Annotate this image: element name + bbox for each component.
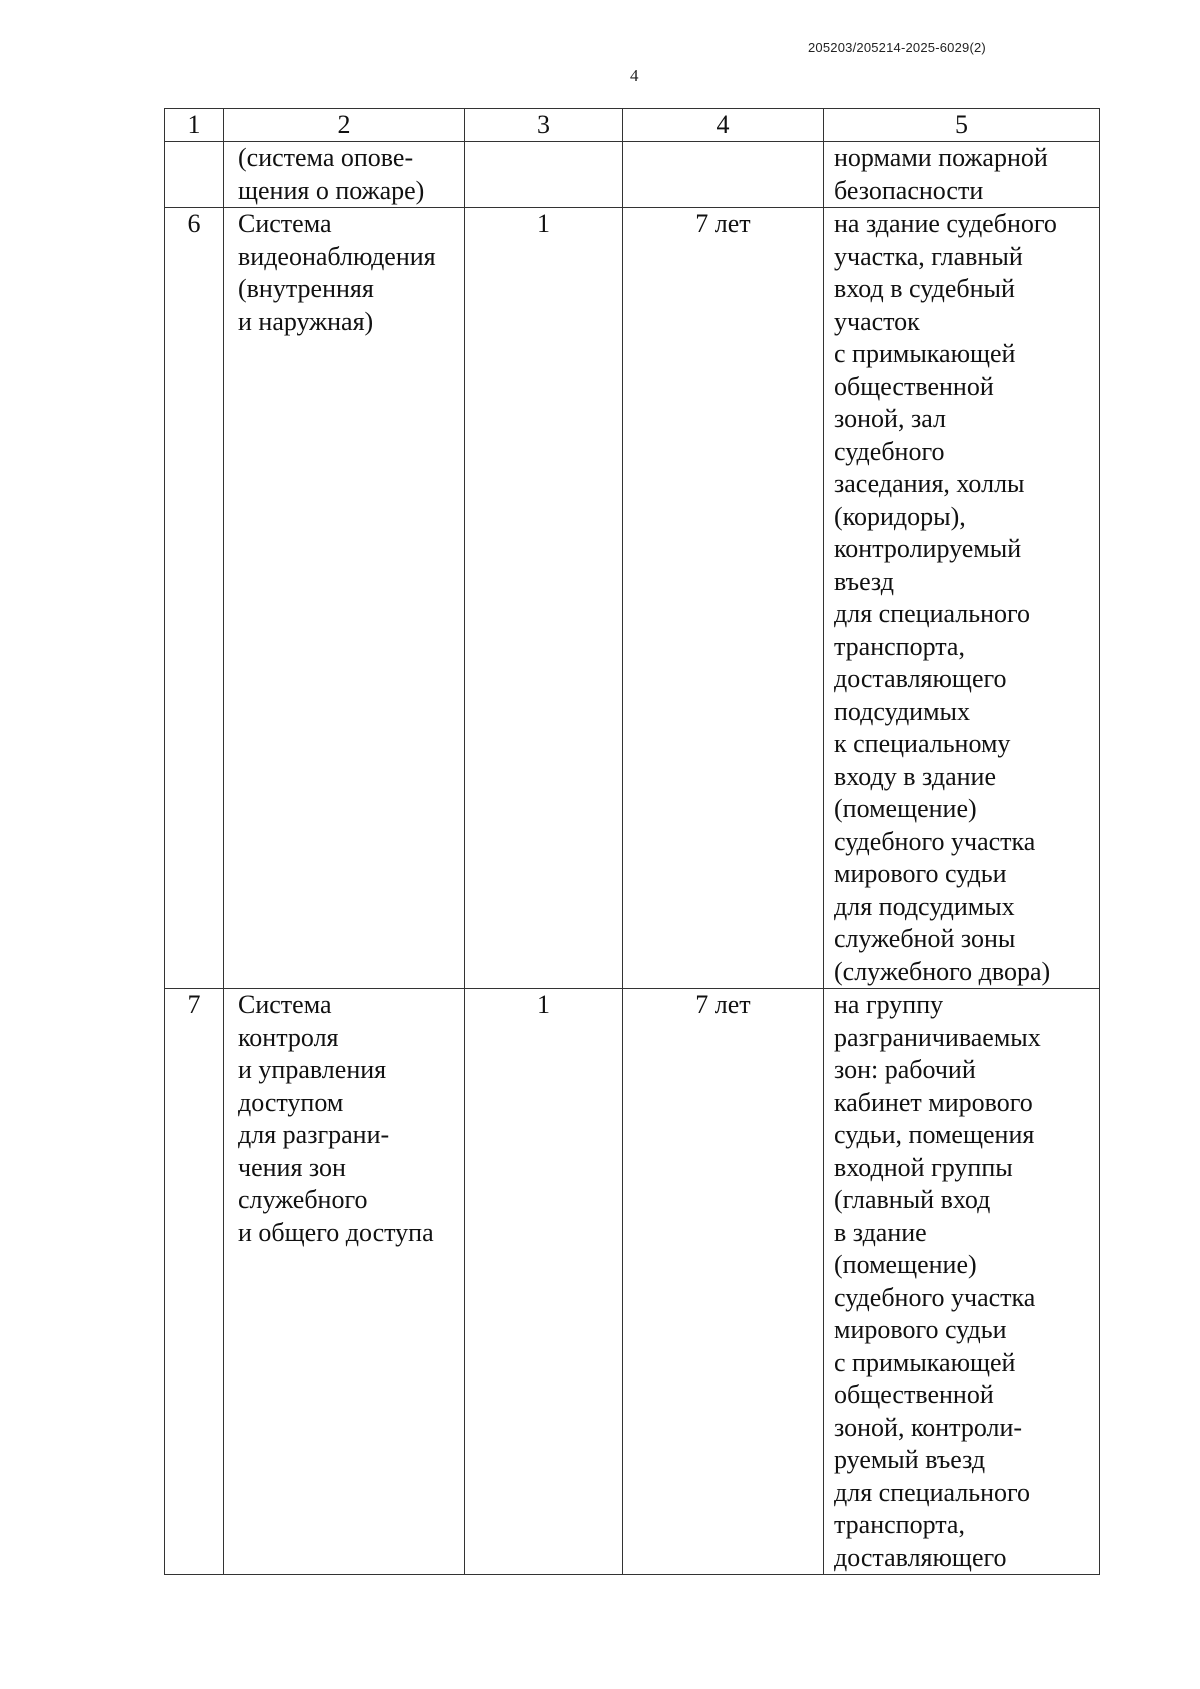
- cell-line: служебного: [238, 1185, 368, 1214]
- quantity-cell: 1: [465, 208, 623, 989]
- cell-line: судебного: [834, 436, 945, 466]
- cell-line: и наружная): [238, 306, 374, 336]
- cell-line: доставляющего: [834, 1542, 1007, 1572]
- cell-line: доступом: [238, 1087, 344, 1117]
- cell-line: для разграни-: [238, 1120, 390, 1149]
- column-header: 5: [824, 109, 1100, 142]
- cell-line: (коридоры),: [834, 501, 966, 531]
- cell-line: и управления: [238, 1055, 387, 1084]
- cell-line: входу в здание: [834, 761, 996, 791]
- cell-line: мирового судьи: [834, 859, 1007, 888]
- cell-line: заседания, холлы: [834, 469, 1025, 498]
- cell-line: общественной: [834, 371, 994, 401]
- cell-line: безопасности: [834, 175, 984, 205]
- cell-line: зон: рабочий: [834, 1055, 976, 1084]
- cell-line: входной группы: [834, 1152, 1013, 1182]
- cell-line: (помещение): [834, 794, 977, 823]
- table-row: [165, 989, 1100, 1575]
- row-number: [165, 142, 224, 208]
- cell-line: разграничиваемых: [834, 1022, 1041, 1052]
- cell-line: для подсудимых: [834, 891, 1015, 921]
- cell-line: контролируемый: [834, 534, 1022, 563]
- system-name-cell: [224, 208, 465, 989]
- column-header: 4: [623, 109, 824, 142]
- cell-line: участка, главный: [834, 241, 1023, 271]
- cell-line: служебной зоны: [834, 924, 1016, 953]
- cell-line: Система: [238, 990, 332, 1019]
- cell-line: для специального: [834, 599, 1031, 628]
- quantity-cell: 1: [465, 989, 623, 1575]
- term-cell: 7 лет: [623, 208, 824, 989]
- cell-line: кабинет мирового: [834, 1087, 1033, 1117]
- cell-line: контроля: [238, 1022, 339, 1052]
- cell-line: на здание судебного: [834, 209, 1057, 238]
- row-number: 6: [165, 208, 224, 989]
- cell-line: нормами пожарной: [834, 143, 1048, 172]
- cell-line: (внутренняя: [238, 274, 374, 303]
- cell-line: участок: [834, 306, 920, 336]
- cell-line: чения зон: [238, 1152, 346, 1182]
- cell-line: зоной, контроли-: [834, 1412, 1023, 1442]
- cell-line: Система: [238, 209, 332, 238]
- cell-line: судебного участка: [834, 1282, 1036, 1312]
- cell-line: мирового судьи: [834, 1315, 1007, 1344]
- column-header: 2: [224, 109, 465, 142]
- cell-line: для специального: [834, 1477, 1031, 1507]
- cell-line: зоной, зал: [834, 404, 946, 433]
- cell-line: руемый въезд: [834, 1445, 986, 1474]
- table-header-row: [165, 109, 1100, 142]
- cell-line: судебного участка: [834, 826, 1036, 856]
- description-cell: [824, 989, 1100, 1575]
- term-cell: [623, 142, 824, 208]
- cell-line: транспорта,: [834, 631, 965, 661]
- cell-line: подсудимых: [834, 696, 971, 726]
- description-cell: [824, 142, 1100, 208]
- cell-line: (главный вход: [834, 1185, 991, 1214]
- cell-line: и общего доступа: [238, 1217, 434, 1247]
- description-cell: [824, 208, 1100, 989]
- cell-line: въезд: [834, 566, 894, 596]
- cell-line: судьи, помещения: [834, 1120, 1035, 1149]
- term-cell: 7 лет: [623, 989, 824, 1575]
- row-number: 7: [165, 989, 224, 1575]
- document-id: 205203/205214-2025-6029(2): [808, 40, 986, 55]
- cell-line: с примыкающей: [834, 1347, 1016, 1377]
- cell-line: (система опове-: [238, 143, 414, 172]
- cell-line: видеонаблюдения: [238, 241, 436, 271]
- cell-line: к специальному: [834, 729, 1011, 758]
- cell-line: транспорта,: [834, 1510, 965, 1539]
- cell-line: в здание: [834, 1217, 927, 1247]
- cell-line: вход в судебный: [834, 274, 1015, 303]
- system-name-cell: [224, 989, 465, 1575]
- cell-line: (служебного двора): [834, 956, 1051, 986]
- cell-line: общественной: [834, 1380, 994, 1409]
- column-header: 3: [465, 109, 623, 142]
- column-header: 1: [165, 109, 224, 142]
- cell-line: с примыкающей: [834, 339, 1016, 368]
- table-row: [165, 142, 1100, 208]
- quantity-cell: [465, 142, 623, 208]
- system-name-cell: [224, 142, 465, 208]
- page-number: 4: [630, 66, 639, 85]
- cell-line: (помещение): [834, 1250, 977, 1279]
- cell-line: щения о пожаре): [238, 175, 425, 205]
- cell-line: на группу: [834, 990, 944, 1019]
- cell-line: доставляющего: [834, 664, 1007, 693]
- equipment-table: [164, 108, 1100, 1575]
- table-row: [165, 208, 1100, 989]
